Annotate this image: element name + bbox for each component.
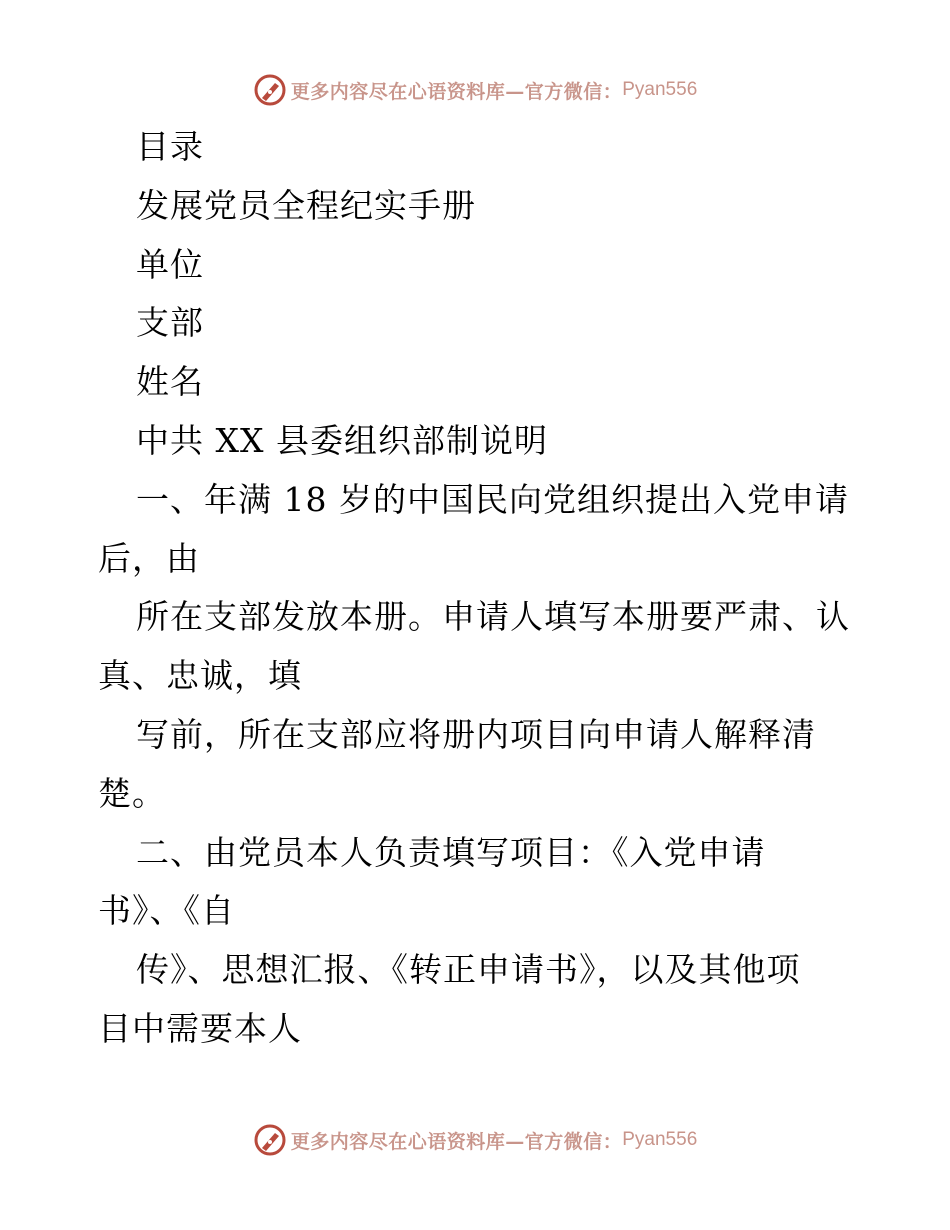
- paragraph-line: 后，由: [98, 538, 200, 578]
- paragraph-line: 二、由党员本人负责填写项目：《入党申请: [136, 832, 766, 872]
- unit-label: 单位: [136, 244, 204, 284]
- paragraph-line: 一、年满 18 岁的中国民向党组织提出入党申请: [136, 479, 849, 519]
- banner-text: 更多内容尽在心语资料库—官方微信：: [290, 1130, 623, 1153]
- paragraph-line: 目中需要本人: [98, 1008, 302, 1048]
- pen-nib-logo-icon: [253, 1123, 287, 1157]
- paragraph-line: 书》、《自: [98, 891, 235, 931]
- banner-text: 更多内容尽在心语资料库—官方微信：: [290, 80, 623, 103]
- document-title: 发展党员全程纪实手册: [136, 185, 476, 225]
- paragraph-line: 楚。: [98, 773, 166, 813]
- paragraph-line: 真、忠诚，填: [98, 656, 302, 696]
- paragraph-line: 所在支部发放本册。申请人填写本册要严肃、认: [136, 597, 850, 637]
- pen-nib-logo-icon: [253, 73, 287, 107]
- paragraph-line: 写前，所在支部应将册内项目向申请人解释清: [136, 714, 816, 754]
- wechat-id: Pyan556: [622, 1129, 698, 1150]
- issuer-and-instructions-heading: 中共 XX 县委组织部制说明: [136, 420, 548, 460]
- header-banner: [0, 70, 950, 110]
- toc-heading: 目录: [136, 127, 204, 166]
- wechat-id: Pyan556: [622, 79, 698, 100]
- document-body: [98, 118, 858, 1059]
- paragraph-line: 传》、思想汇报、《转正申请书》，以及其他项: [136, 950, 801, 990]
- branch-label: 支部: [136, 303, 204, 343]
- name-label: 姓名: [136, 362, 204, 402]
- footer-banner: [0, 1120, 950, 1160]
